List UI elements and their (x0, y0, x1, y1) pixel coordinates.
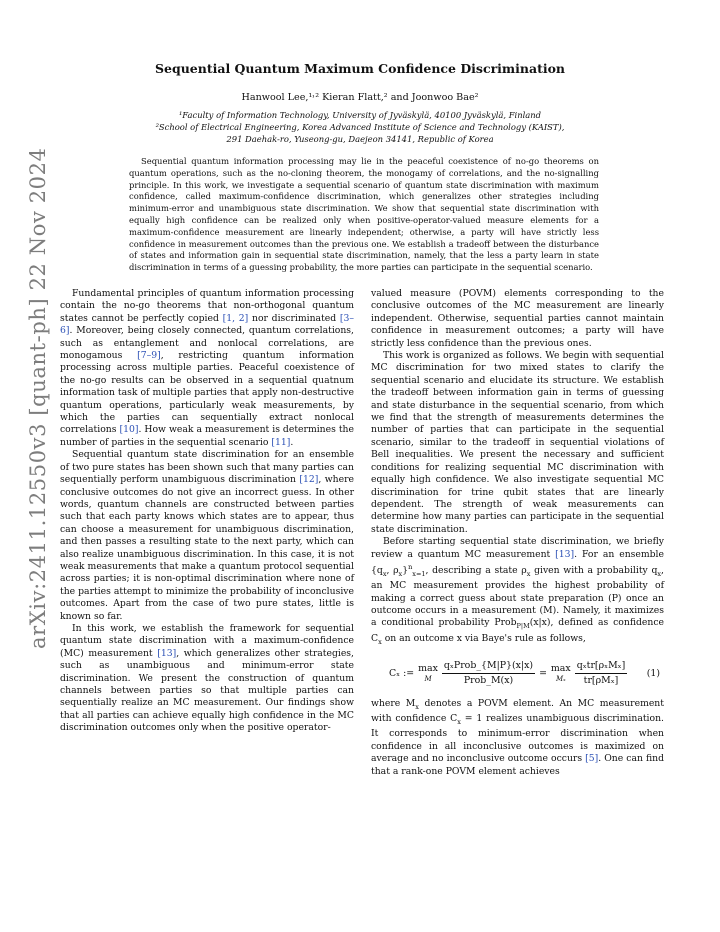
text-run: = 1 realizes unambiguous discrimination. It corresponds to minimum-error discrimination when confidence in all inconclusive outcomes is maximized on average and no inconclusive outcome occurs (371, 713, 664, 765)
paragraph (371, 698, 664, 778)
text-run: Sequential quantum state discrimination for an ensemble of two pure states has been shown such that many parties can sequentially perform unambiguous discrimination (60, 449, 354, 486)
denominator: tr[ρMₓ] (583, 675, 619, 687)
max-subscript: Mₓ (555, 674, 566, 683)
equation-1 (371, 660, 664, 688)
subscript: x (398, 569, 403, 578)
text-run: , which generalizes other strategies, such as unambiguous and minimum-error state discrimination. We present the construction of quantum channels between parties so that multiple parties can sequentially realize an MC measurement. Our findings show that all parties can achieve equally high confidence in the MC discrimination outcomes only when the positive operator- (60, 647, 354, 734)
affiliation-2: ²School of Electrical Engineering, Korea Advanced Institute of Science and Technology (KAIST), (155, 122, 565, 132)
citation-link[interactable]: [1, 2] (222, 312, 249, 324)
citation-link[interactable]: [11] (271, 436, 291, 448)
numerator: qₓProb_{M|P}(x|x) (442, 660, 535, 674)
fraction (442, 660, 535, 688)
text-run: , describing a state ρ (425, 565, 527, 577)
text-run: valued measure (POVM) elements corresponding to the conclusive outcomes of the MC measurement are linearly independent. Otherwise, sequential parties cannot maintain confidence in measurement outcomes; a party will have strictly less confidence than the previous ones. (371, 288, 664, 349)
subscript: x (526, 569, 531, 578)
paragraph (60, 623, 354, 735)
citation-link[interactable]: [10] (119, 424, 139, 436)
paragraph (371, 288, 664, 350)
max-subscript: M (424, 674, 432, 683)
text-run: . (290, 436, 294, 448)
text-run: , restricting quantum information processing across multiple parties. Peaceful coexistence of the no-go results can be observed in a sequential quatnum information task of multiple parties that apply non-destructive quantum operations, particularly weak measurements, by which the parties can sequentially extract nonlocal correlations (60, 350, 354, 436)
citation-link[interactable]: [12] (299, 474, 319, 486)
fraction (575, 660, 628, 688)
text-run: . For an ensemble {q (371, 548, 664, 577)
text-run: , where conclusive outcomes do not give an incorrect guess. In other words, quantum channels are constructed between parties such that each party knows which states are to appear, thus can choose a measurement for unambiguous discrimination, and then passes a resulting state to the next party, which can also realize unambiguous discrimination. In this case, it is not weak measurements that make a quantum protocol sequential across parties; it is non-optimal discrimination where none of the parties attempt to minimize the probability of inconclusive outcomes. Apart from the case of two pure states, little is known so far. (60, 474, 354, 622)
affiliation-1: ¹Faculty of Information Technology, University of Jyväskylä, 40100 Jyväskylä, Finland (178, 110, 542, 120)
equals-sign: = (539, 667, 547, 679)
max-operator (551, 664, 571, 684)
text-run: , an MC measurement provides the highest probability of making a correct guess about state preparation (P) once an outcome occurs in a measurement (M). Namely, it maximizes a conditional probability Prob (371, 565, 664, 629)
text-run: where M (371, 697, 416, 709)
equation-lhs: Cₓ := (389, 667, 415, 679)
paragraph (60, 449, 354, 623)
citation-link[interactable]: [5] (585, 753, 599, 765)
subscript: x (657, 569, 662, 578)
citation-link[interactable]: [13] (555, 548, 575, 560)
subscript: P|M (516, 622, 530, 631)
text-run: . One can find that a rank-one POVM element achieves (371, 753, 665, 777)
text-run: Before starting sequential state discrimination, we briefly review a quantum MC measurement (371, 536, 664, 560)
citation-link[interactable]: [13] (157, 647, 177, 659)
text-run: denotes a POVM element. An MC measurement with confidence C (371, 697, 664, 725)
equation-number: (1) (646, 667, 660, 679)
max-operator (418, 664, 438, 684)
numerator: qₓtr[ρₓMₓ] (575, 660, 628, 674)
right-column (371, 288, 664, 778)
text-run: } (402, 565, 409, 577)
text-run: (x|x), defined as confidence C (371, 617, 664, 644)
subscript: x (378, 637, 382, 646)
subscript: x (457, 717, 461, 726)
text-run: In this work, we establish the framework for sequential quantum state discrimination with a maximum-confidence (MC) measurement (60, 622, 354, 659)
text-run: , ρ (386, 565, 399, 577)
max-label: max (550, 662, 571, 674)
text-run: . Moreover, being closely connected, quantum correlations, such as entanglement and nonlocal correlations, are monogamous (60, 325, 354, 362)
paper-title: Sequential Quantum Maximum Confidence Discrimination (154, 61, 566, 76)
denominator: Prob_M(x) (463, 675, 514, 687)
text-run: Fundamental principles of quantum information processing contain the no-go theorems that non-orthogonal quantum states cannot be perfectly copied (60, 288, 354, 324)
paragraph (60, 288, 354, 449)
subscript: x (415, 702, 419, 711)
arxiv-identifier[interactable]: arXiv:2411.12550v3 [quant-ph] 22 Nov 2024 (26, 147, 50, 649)
arxiv-sidebar (8, 147, 68, 652)
paragraph (371, 350, 664, 536)
subscript: x=1 (412, 569, 426, 578)
citation-link[interactable]: [7–9] (137, 350, 161, 362)
text-run: This work is organized as follows. We begin with sequential MC discrimination for two mixed states to clarify the sequential scenario and elucidate its structure. We establish the tradeoff between information gain in terms of guessing and state disturbance in the sequential scenario, from which we find that the strength of measurements determines the number of parties that can participate in the sequential scenario, similar to the tradeoff in sequential violations of Bell inequalities. We present the necessary and sufficient conditions for realizing sequential MC discrimination with equally high confidence. We also investigate sequential MC discrimination for trine qubit states that are linearly dependent. The strength of weak measurements can determine how many parties can participate in the sequential state discrimination. (371, 350, 664, 535)
subscript: x (382, 569, 387, 578)
text-run: given with a probability q (530, 565, 658, 577)
abstract: Sequential quantum information processing may lie in the peaceful coexistence of no-go theorems on quantum operations, such as the no-cloning theorem, the monogamy of correlations, and the no-signalling principle. In this work, we investigate a sequential scenario of quantum state discrimination with maximum confidence, called maximum-confidence discrimination, which generalizes other strategies including minimum-error and unambiguous state discrimination. We show that sequential state discrimination with equally high confidence can be realized only when positive-operator-valued measure elements for a maximum-confidence measurement are linearly independent; otherwise, a party will have strictly less confidence in measurement outcomes than the previous one. We establish a tradeoff between the disturbance of states and information gain in sequential state discrimination, namely, that the less a party learn in state discrimination in terms of a guessing probability, the more parties can participate in the sequential scenario. (129, 156, 599, 273)
affiliation-3: 291 Daehak-ro, Yuseong-gu, Daejeon 34141, Republic of Korea (226, 134, 494, 144)
text-run: on an outcome x via Baye's rule as follows, (381, 632, 586, 644)
left-column (60, 288, 354, 735)
paragraph (371, 536, 664, 648)
max-label: max (418, 662, 438, 674)
author-list: Hanwool Lee,¹˒² Kieran Flatt,² and Joonwoo Bae² (241, 92, 479, 103)
citation-link[interactable]: [3–6] (60, 312, 355, 337)
text-run: . How weak a measurement is determines the number of parties in the sequential scenario (60, 424, 354, 448)
superscript: n (408, 562, 413, 571)
text-run: nor discriminated (248, 312, 340, 324)
